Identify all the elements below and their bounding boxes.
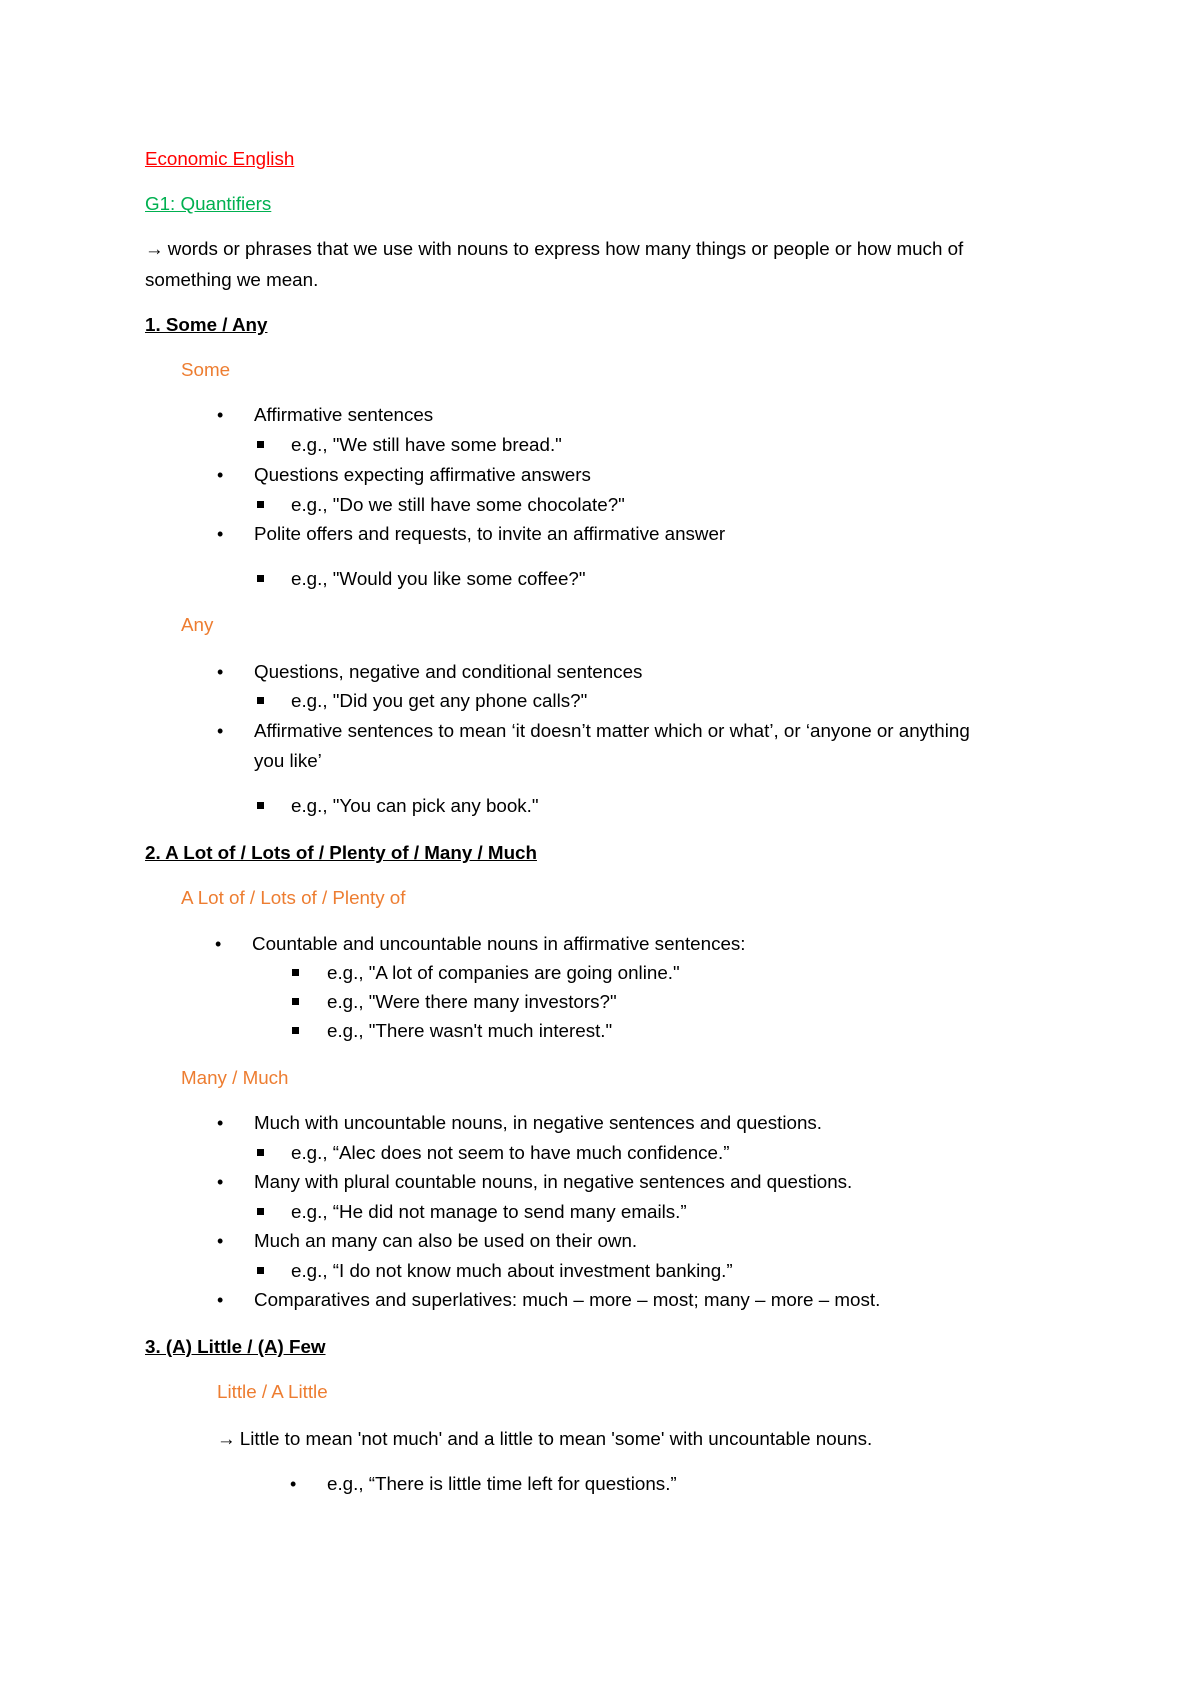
section-heading-little-few: 3. (A) Little / (A) Few [145, 1336, 326, 1357]
square-bullet-icon [257, 1149, 264, 1156]
square-bullet-icon [257, 1267, 264, 1274]
bullet-icon: • [217, 721, 224, 741]
sublabel-many-much: Many / Much [181, 1067, 289, 1088]
example-item: e.g., "There wasn't much interest." [327, 1020, 613, 1041]
example-item: e.g., “There is little time left for questions.” [327, 1473, 677, 1494]
example-item: e.g., “I do not know much about investment banking.” [291, 1260, 733, 1281]
note-line: → Little to mean 'not much' and a little to mean 'some' with uncountable nouns. [217, 1428, 873, 1449]
square-bullet-icon [257, 802, 264, 809]
bullet-icon: • [217, 405, 224, 425]
example-item: e.g., “He did not manage to send many emails.” [291, 1201, 687, 1222]
bullet-icon: • [217, 524, 224, 544]
list-item: Countable and uncountable nouns in affirmative sentences: [252, 933, 746, 954]
sublabel-some: Some [181, 359, 231, 380]
square-bullet-icon [292, 1027, 299, 1034]
list-item: Affirmative sentences [254, 404, 434, 425]
list-item: Many with plural countable nouns, in negative sentences and questions. [254, 1171, 853, 1192]
arrow-icon: → [217, 1428, 236, 1449]
square-bullet-icon [257, 575, 264, 582]
example-item: e.g., "Did you get any phone calls?" [291, 690, 588, 711]
square-bullet-icon [292, 998, 299, 1005]
square-bullet-icon [257, 697, 264, 704]
bullet-icon: • [290, 1474, 297, 1494]
list-item: Affirmative sentences to mean ‘it doesn’t matter which or what’, or ‘anyone or anything [254, 720, 970, 741]
bullet-icon: • [215, 934, 222, 954]
sublabel-any: Any [181, 614, 214, 635]
sublabel-little: Little / A Little [217, 1381, 328, 1402]
square-bullet-icon [257, 501, 264, 508]
bullet-icon: • [217, 1231, 224, 1251]
bullet-icon: • [217, 662, 224, 682]
document-title: Economic English [145, 148, 295, 169]
section-title-g1: G1: Quantifiers [145, 193, 272, 214]
example-item: e.g., "We still have some bread." [291, 434, 562, 455]
list-item: Polite offers and requests, to invite an affirmative answer [254, 523, 726, 544]
list-item: Comparatives and superlatives: much – more – most; many – more – most. [254, 1289, 881, 1310]
list-item-continuation: you like’ [254, 750, 322, 771]
bullet-icon: • [217, 465, 224, 485]
square-bullet-icon [292, 969, 299, 976]
list-item: Questions, negative and conditional sentences [254, 661, 643, 682]
definition-line-2: something we mean. [145, 269, 319, 290]
arrow-icon: → [145, 238, 164, 259]
bullet-icon: • [217, 1290, 224, 1310]
square-bullet-icon [257, 1208, 264, 1215]
bullet-icon: • [217, 1172, 224, 1192]
definition-line-1: → words or phrases that we use with nouns to express how many things or people or how much of [145, 238, 964, 259]
bullet-icon: • [217, 1113, 224, 1133]
list-item: Much an many can also be used on their own. [254, 1230, 638, 1251]
example-item: e.g., "Would you like some coffee?" [291, 568, 586, 589]
list-item: Questions expecting affirmative answers [254, 464, 591, 485]
section-heading-some-any: 1. Some / Any [145, 314, 268, 335]
sublabel-a-lot-of: A Lot of / Lots of / Plenty of [181, 887, 406, 908]
example-item: e.g., "A lot of companies are going online." [327, 962, 680, 983]
example-item: e.g., "Were there many investors?" [327, 991, 617, 1012]
example-item: e.g., "Do we still have some chocolate?" [291, 494, 625, 515]
section-heading-a-lot-of: 2. A Lot of / Lots of / Plenty of / Many / Much [145, 842, 537, 863]
square-bullet-icon [257, 441, 264, 448]
example-item: e.g., "You can pick any book." [291, 795, 539, 816]
list-item: Much with uncountable nouns, in negative sentences and questions. [254, 1112, 822, 1133]
example-item: e.g., “Alec does not seem to have much confidence.” [291, 1142, 730, 1163]
